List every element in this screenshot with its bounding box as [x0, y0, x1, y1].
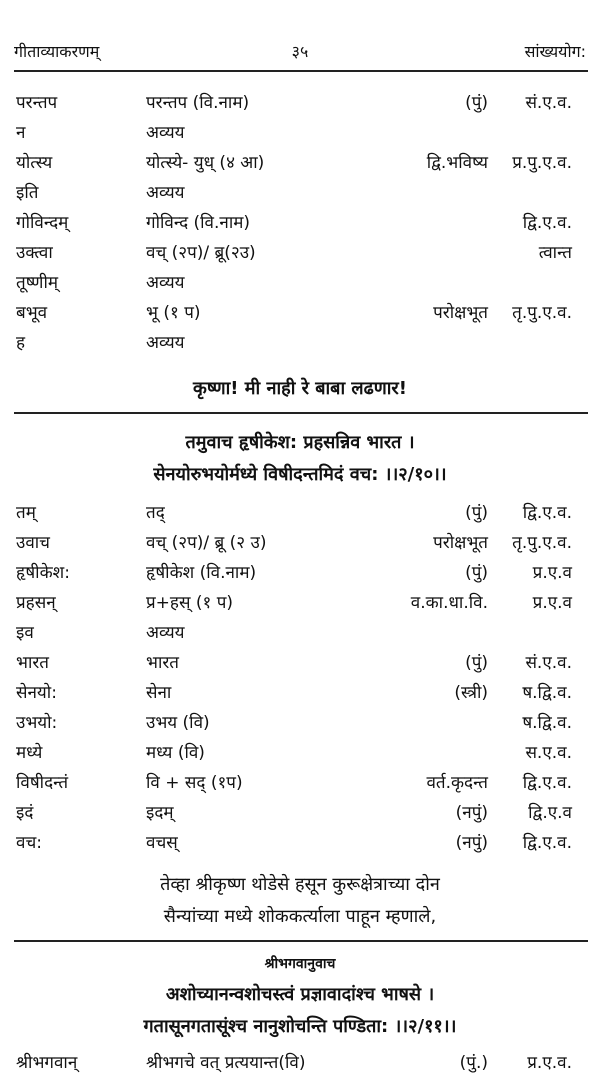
- word-cell: बभूव: [16, 303, 48, 323]
- root-cell: उभय (वि): [146, 713, 210, 733]
- table-row: [0, 326, 600, 356]
- gender-cell: व.का.धा.वि.: [410, 593, 488, 613]
- root-cell: अव्यय: [146, 183, 185, 203]
- root-cell: श्रीभगचे वत् प्रत्ययान्त(वि): [146, 1053, 306, 1073]
- form-cell: स.ए.व.: [525, 743, 572, 763]
- root-cell: हृषीकेश (वि.नाम): [146, 563, 257, 583]
- root-cell: अव्यय: [146, 123, 185, 143]
- section-divider: [14, 940, 588, 942]
- table-row: [0, 736, 600, 766]
- form-cell: द्वि.ए.व: [528, 803, 572, 823]
- header-book-title: गीताव्याकरणम्: [14, 42, 100, 61]
- table-row: [0, 676, 600, 706]
- gender-cell: (स्त्री): [454, 683, 488, 703]
- table-row: [0, 796, 600, 826]
- table-row: [0, 116, 600, 146]
- word-cell: परन्तप: [16, 93, 58, 113]
- table-row: [0, 266, 600, 296]
- word-cell: तूष्णीम्: [16, 273, 59, 293]
- root-cell: वि + सद् (१प): [146, 773, 243, 793]
- word-cell: उवाच: [16, 533, 50, 553]
- gender-cell: (पुं.): [459, 1053, 488, 1073]
- form-cell: तृ.पु.ए.व.: [512, 533, 572, 553]
- word-cell: गोविन्दम्: [16, 213, 69, 233]
- table-row: [0, 296, 600, 326]
- table-row: [0, 586, 600, 616]
- word-cell: प्रहसन्: [16, 593, 56, 613]
- word-cell: ह: [16, 333, 26, 353]
- root-cell: गोविन्द (वि.नाम): [146, 213, 251, 233]
- root-cell: अव्यय: [146, 623, 185, 643]
- table-row: [0, 766, 600, 796]
- translation-1: कृष्णा! मी नाही रे बाबा लढणार!: [193, 378, 407, 399]
- gender-cell: द्वि.भविष्य: [426, 153, 488, 173]
- gender-cell: (नपुं): [455, 833, 488, 853]
- word-cell: इव: [16, 623, 34, 643]
- form-cell: प्र.ए.व: [532, 563, 572, 583]
- root-cell: अव्यय: [146, 273, 185, 293]
- gender-cell: परोक्षभूत: [433, 303, 488, 323]
- header-divider: [14, 70, 588, 72]
- section-divider: [14, 412, 588, 414]
- root-cell: इदम्: [146, 803, 174, 823]
- word-cell: न: [16, 123, 26, 143]
- word-cell: उक्त्वा: [16, 243, 53, 263]
- gender-cell: (पुं): [465, 653, 488, 673]
- table-row: [0, 206, 600, 236]
- page-number: ३५: [291, 42, 309, 61]
- root-cell: वच् (२प)/ ब्रू(२उ): [146, 243, 256, 263]
- table-row: [0, 86, 600, 116]
- table-row: [0, 616, 600, 646]
- form-cell: द्वि.ए.व.: [522, 773, 572, 793]
- table-row: [0, 556, 600, 586]
- translation-2-line2: सैन्यांच्या मध्ये शोककर्त्याला पाहून म्हणाले,: [163, 906, 437, 927]
- table-row: [0, 706, 600, 736]
- translation-2-line1: तेव्हा श्रीकृष्ण थोडेसे हसून कुरूक्षेत्राच्या दोन: [160, 874, 440, 895]
- gender-cell: (नपुं): [455, 803, 488, 823]
- grammar-table-2: [0, 496, 600, 856]
- grammar-table-1: [0, 86, 600, 356]
- root-cell: वच् (२प)/ ब्रू (२ उ): [146, 533, 267, 553]
- grammar-table-3: [0, 1046, 600, 1076]
- speaker-heading: श्रीभगवानुवाच: [264, 956, 336, 972]
- page-header: [0, 36, 600, 66]
- word-cell: तम्: [16, 503, 36, 523]
- table-row: [0, 176, 600, 206]
- word-cell: वच:: [16, 833, 42, 853]
- word-cell: इति: [16, 183, 39, 203]
- root-cell: मध्य (वि): [146, 743, 205, 763]
- root-cell: तद्: [146, 503, 165, 523]
- root-cell: अव्यय: [146, 333, 185, 353]
- root-cell: प्र+हस् (१ प): [146, 593, 234, 613]
- form-cell: द्वि.ए.व.: [522, 833, 572, 853]
- word-cell: हृषीकेश:: [16, 563, 70, 583]
- form-cell: त्वान्त: [538, 243, 572, 263]
- word-cell: सेनयो:: [16, 683, 57, 703]
- header-chapter-title: सांख्ययोग:: [524, 42, 586, 61]
- table-row: [0, 236, 600, 266]
- table-row: [0, 1046, 600, 1076]
- verse-2-10-line2: सेनयोरुभयोर्मध्ये विषीदन्तमिदं वच: ।।२/१०।।: [153, 464, 447, 485]
- table-row: [0, 526, 600, 556]
- gender-cell: परोक्षभूत: [433, 533, 488, 553]
- table-row: [0, 146, 600, 176]
- word-cell: श्रीभगवान्: [16, 1053, 78, 1073]
- root-cell: वचस्: [146, 833, 178, 853]
- form-cell: तृ.पु.ए.व.: [512, 303, 572, 323]
- table-row: [0, 646, 600, 676]
- root-cell: परन्तप (वि.नाम): [146, 93, 250, 113]
- word-cell: विषीदन्तं: [16, 773, 69, 793]
- gender-cell: (पुं): [465, 563, 488, 583]
- root-cell: योत्स्ये- युध् (४ आ): [146, 153, 265, 173]
- verse-2-11-line1: अशोच्यानन्वशोचस्त्वं प्रज्ञावादांश्च भाषसे ।: [165, 984, 435, 1005]
- form-cell: सं.ए.व.: [525, 653, 572, 673]
- word-cell: मध्ये: [16, 743, 43, 763]
- verse-2-11-line2: गतासूनगतासूंश्च नानुशोचन्ति पण्डिता: ।।२/११।।: [143, 1016, 457, 1037]
- form-cell: ष.द्वि.व.: [522, 713, 572, 733]
- gender-cell: वर्त.कृदन्त: [426, 773, 488, 793]
- word-cell: योत्स्य: [16, 153, 53, 173]
- root-cell: भू (१ प): [146, 303, 201, 323]
- root-cell: सेना: [146, 683, 172, 703]
- table-row: [0, 496, 600, 526]
- gender-cell: (पुं): [465, 93, 488, 113]
- form-cell: द्वि.ए.व.: [522, 503, 572, 523]
- form-cell: प्र.ए.व: [532, 593, 572, 613]
- table-row: [0, 826, 600, 856]
- gender-cell: (पुं): [465, 503, 488, 523]
- word-cell: भारत: [16, 653, 49, 673]
- word-cell: उभयो:: [16, 713, 58, 733]
- verse-2-10-line1: तमुवाच हृषीकेश: प्रहसन्निव भारत ।: [185, 432, 415, 453]
- form-cell: ष.द्वि.व.: [522, 683, 572, 703]
- form-cell: द्वि.ए.व.: [522, 213, 572, 233]
- word-cell: इदं: [16, 803, 34, 823]
- form-cell: प्र.ए.व.: [527, 1053, 572, 1073]
- form-cell: प्र.पु.ए.व.: [512, 153, 572, 173]
- form-cell: सं.ए.व.: [525, 93, 572, 113]
- root-cell: भारत: [146, 653, 179, 673]
